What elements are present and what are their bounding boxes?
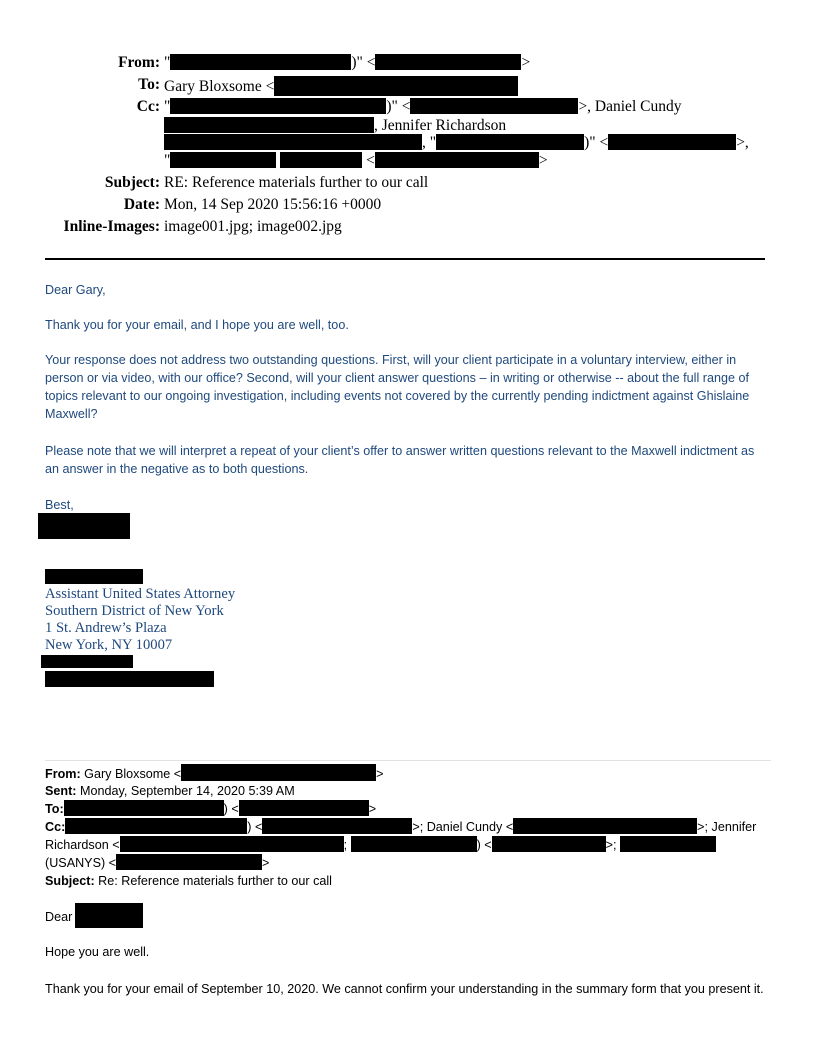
quoted-cc-mid: ) <	[476, 838, 492, 852]
cc-lt: <	[366, 152, 375, 169]
redaction	[170, 98, 386, 114]
quoted-thanks: Thank you for your email of September 10, 2020. We cannot confirm your understanding in the summary form that you present it.	[45, 982, 764, 996]
from-end: >	[521, 54, 531, 71]
subject-label: Subject:	[104, 174, 160, 191]
from-value	[164, 54, 530, 72]
redaction	[513, 818, 697, 834]
quoted-cc-label: Cc:	[45, 820, 66, 834]
redaction	[239, 800, 369, 816]
quoted-to-label: To:	[45, 802, 64, 816]
redaction	[38, 513, 130, 539]
cc-daniel-cundy: >, Daniel Cundy	[578, 98, 682, 115]
signature-address2: New York, NY 10007	[45, 637, 173, 653]
cc-label: Cc:	[136, 98, 160, 115]
from-quote-end: )" <	[351, 54, 376, 71]
from-quote: "	[164, 54, 171, 71]
inline-images-value: image001.jpg; image002.jpg	[164, 218, 342, 235]
redaction	[170, 54, 351, 70]
redaction	[280, 152, 362, 168]
cc-quote: "	[164, 98, 171, 115]
cc-jennifer-richardson: , Jennifer Richardson	[374, 117, 507, 134]
date-value: Mon, 14 Sep 2020 15:56:16 +0000	[164, 196, 382, 213]
cc-value-line3	[164, 134, 749, 152]
quoted-from	[45, 764, 383, 783]
subject-value: RE: Reference materials further to our call	[164, 174, 429, 191]
quoted-cc-jennifer: >; Jennifer	[697, 820, 757, 834]
quoted-cc-end: >	[262, 856, 270, 870]
quoted-cc-richardson: Richardson <	[45, 838, 120, 852]
redaction	[608, 134, 736, 150]
redaction	[64, 800, 224, 816]
cc-quote-end: )" <	[386, 98, 411, 115]
redaction	[375, 54, 521, 70]
quoted-cc-semicolon: ;	[343, 838, 348, 852]
redaction	[120, 836, 344, 852]
cc-quote: , "	[422, 134, 437, 151]
from-label: From:	[118, 54, 160, 71]
redaction	[116, 854, 262, 870]
redaction	[164, 117, 374, 133]
quoted-cc-line3	[45, 854, 269, 872]
inline-images-label: Inline-Images:	[63, 218, 160, 235]
quoted-cc-line2	[45, 836, 716, 854]
redaction	[492, 836, 606, 852]
redaction	[45, 569, 143, 584]
redaction	[45, 671, 214, 687]
paragraph-note: Please note that we will interpret a repeat of your client’s offer to answer written questions relevant to the Maxwell indictment as an answer in the negative as to both questions.	[45, 444, 755, 476]
signature-office: Southern District of New York	[45, 603, 224, 619]
to-value	[164, 76, 518, 96]
cc-value-line4	[164, 152, 548, 170]
quoted-to-end: >	[368, 802, 377, 816]
quoted-from-value: Gary Bloxsome <	[80, 767, 182, 781]
to-name: Gary Bloxsome <	[164, 78, 275, 95]
cc-quote-end: )" <	[584, 134, 609, 151]
cc-value-line1	[164, 98, 681, 116]
quoted-cc-line1	[45, 818, 756, 836]
quoted-sent-value: Monday, September 14, 2020 5:39 AM	[76, 784, 295, 798]
quoted-sent-label: Sent:	[45, 784, 77, 798]
quoted-cc-usanys: (USANYS) <	[45, 856, 117, 870]
quoted-sent	[45, 782, 295, 800]
signature-title: Assistant United States Attorney	[45, 586, 236, 602]
quoted-divider	[45, 760, 771, 761]
quoted-to-mid: ) <	[223, 802, 239, 816]
quoted-cc-daniel: >; Daniel Cundy <	[412, 820, 514, 834]
paragraph-thanks: Thank you for your email, and I hope you are well, too.	[45, 318, 349, 332]
paragraph-questions: Your response does not address two outstanding questions. First, will your client participate in a voluntary interview, either in person or via video, with our office? Second, will your client answer questions – in writing or otherwise -- about the full range of topics relevant to our ongoing investigation, including events not covered by the currently pending indictment against Ghislaine Maxwell?	[45, 353, 750, 421]
date-label: Date:	[123, 196, 160, 213]
redaction	[41, 655, 133, 668]
header-divider	[45, 258, 765, 260]
redaction	[620, 836, 716, 852]
to-label: To:	[138, 76, 160, 93]
redaction	[170, 152, 276, 168]
quoted-from-end: >	[376, 767, 384, 781]
cc-value-line2	[164, 117, 506, 135]
redaction	[65, 818, 247, 834]
redaction	[262, 818, 412, 834]
signoff: Best,	[45, 498, 74, 512]
quoted-subject-value: Re: Reference materials further to our call	[94, 874, 332, 888]
redaction	[274, 76, 518, 96]
quoted-cc-semicolon: >;	[605, 838, 617, 852]
quoted-greeting: Dear	[45, 910, 73, 924]
quoted-from-label: From:	[45, 767, 81, 781]
redaction	[351, 836, 477, 852]
cc-end: >	[538, 152, 548, 169]
redaction	[75, 903, 143, 928]
quoted-cc-mid: ) <	[247, 820, 263, 834]
quoted-to	[45, 800, 376, 818]
quoted-subject-label: Subject:	[45, 874, 95, 888]
redaction	[375, 152, 539, 168]
redaction	[181, 764, 376, 781]
quoted-hope: Hope you are well.	[45, 945, 150, 959]
greeting: Dear Gary,	[45, 283, 106, 297]
redaction	[164, 134, 422, 150]
quoted-subject	[45, 872, 332, 890]
signature-address1: 1 St. Andrew’s Plaza	[45, 620, 167, 636]
redaction	[410, 98, 578, 114]
cc-quote: "	[164, 152, 171, 169]
redaction	[436, 134, 584, 150]
cc-end: >,	[736, 134, 749, 151]
